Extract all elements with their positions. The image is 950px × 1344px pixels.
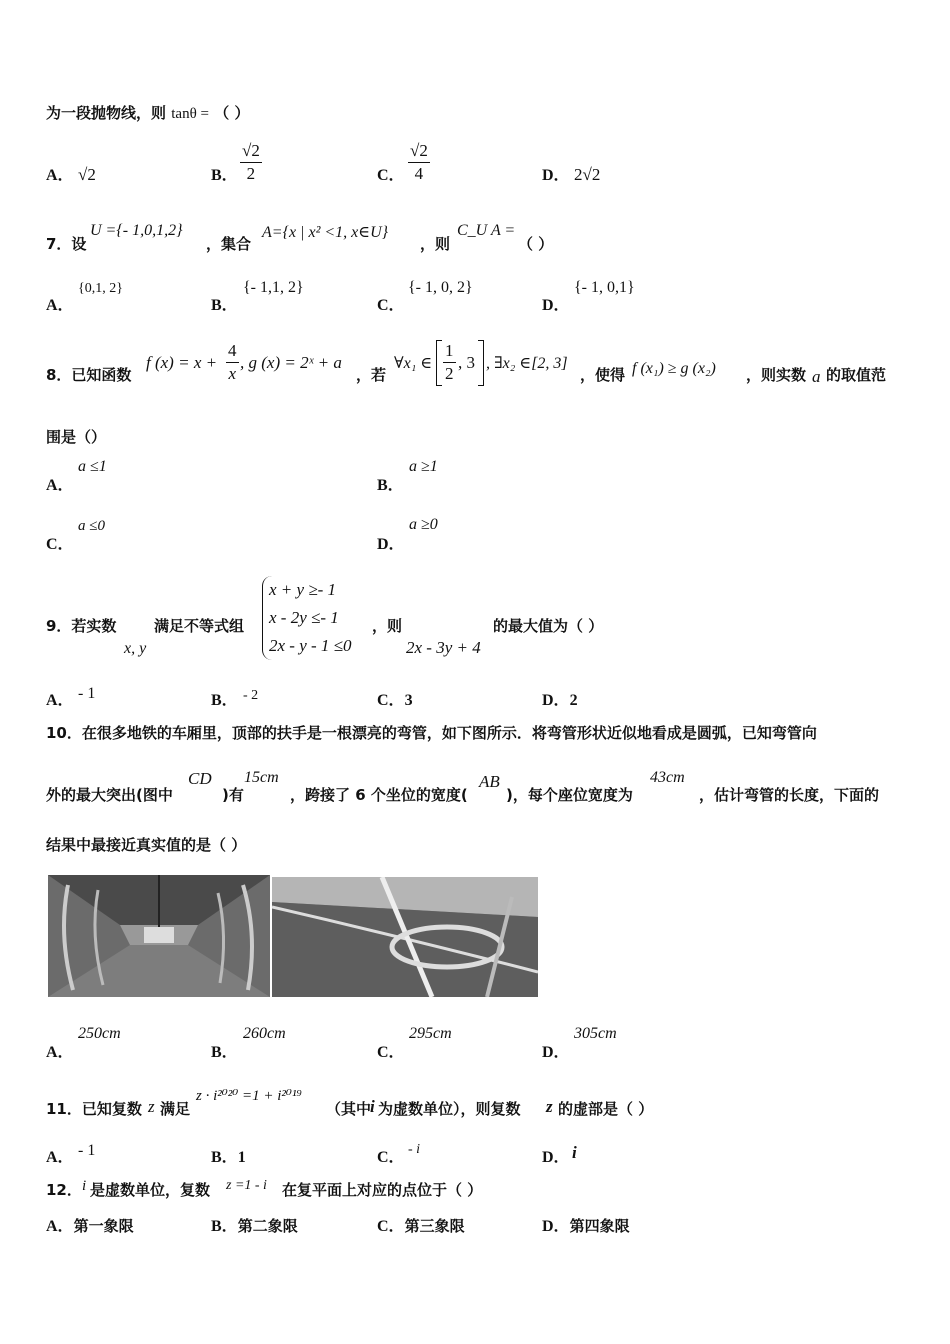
- q8-var-a: a: [812, 367, 821, 386]
- q10-option-a-label: A．: [46, 1044, 74, 1061]
- q8-option-c-value: a ≤0: [78, 518, 105, 534]
- q8-option-a-value: a ≤1: [78, 458, 107, 475]
- q9-ineq-3: 2x - y - 1 ≤0: [269, 636, 352, 655]
- q12-option-b: [211, 1213, 298, 1236]
- q8-func-g: , g (x) = 2ˣ + a: [240, 353, 342, 372]
- q8-real: ，则实数: [746, 366, 807, 384]
- q8-if: ，若: [356, 366, 387, 384]
- q8-int-num: 1: [443, 340, 456, 363]
- q6-option-c-den: 4: [414, 164, 424, 183]
- q12-option-a: [46, 1213, 134, 1236]
- subway-handrail-photo-left: [48, 875, 270, 997]
- q12-equation: z =1 - i: [226, 1178, 267, 1193]
- q9-objective: 2x - 3y + 4: [406, 638, 481, 657]
- q10-option-d-label: D．: [542, 1044, 570, 1061]
- q6-option-b-label: B．: [211, 167, 238, 184]
- q12-option-d-value: 第四象限: [569, 1217, 630, 1235]
- q6-option-c-label: C．: [377, 167, 405, 184]
- q9-option-c-label: C．: [377, 692, 405, 709]
- q10-l2c: ，跨接了 6 个坐位的宽度(: [290, 786, 468, 804]
- q10-l2b: )有: [222, 786, 244, 804]
- q7-option-a-label: A．: [46, 297, 74, 314]
- q6-option-a-value: [78, 165, 96, 185]
- q11-option-a-value: - 1: [78, 1142, 96, 1159]
- q8-cond-forall: ∀x₁ ∈: [394, 355, 433, 372]
- q10-v15: [244, 769, 279, 787]
- q11-option-d-value: i: [572, 1143, 577, 1162]
- q7-number: 7．设: [46, 235, 87, 253]
- q11-i: i: [370, 1097, 375, 1116]
- q10-l2e: ，估计弯管的长度，下面的: [699, 786, 880, 804]
- q11-option-b-label: B．: [211, 1149, 238, 1166]
- q8-option-d-value: a ≥0: [409, 516, 438, 533]
- q7-option-b-label: B．: [211, 297, 238, 314]
- q12-number: 12．: [46, 1181, 82, 1199]
- q6-stem: [46, 102, 249, 123]
- q6-option-c-fraction: [408, 140, 430, 185]
- q10-l2d: )，每个座位宽度为: [506, 786, 633, 804]
- q8-int-end: , 3: [458, 353, 475, 372]
- q10-line3: 结果中最接近真实值的是（ ）: [46, 836, 247, 854]
- q10-v15-text: 15cm: [244, 769, 279, 786]
- q8-frac-den: x: [228, 364, 237, 383]
- q10-option-a-value: 250cm: [78, 1025, 121, 1042]
- q8-cond-exists: , ∃x₂ ∈[2, 3]: [486, 355, 568, 372]
- q12-option-d: [542, 1213, 630, 1236]
- q10-option-d-value: 305cm: [574, 1025, 617, 1042]
- q6-option-b-fraction: [240, 140, 262, 185]
- q12-i: i: [82, 1178, 87, 1194]
- q11-satisfy: 满足: [160, 1100, 191, 1118]
- q7-set-a: A={x | x² <1, x∈U}: [262, 224, 389, 241]
- q9-vars: x, y: [124, 640, 147, 657]
- subway-car-photo-right: [272, 877, 538, 997]
- q12-tail: 在复平面上对应的点位于（ ）: [282, 1181, 483, 1199]
- q12-option-c: [377, 1213, 465, 1236]
- q8-right-bracket: [478, 340, 484, 386]
- q6-option-b-num: √2: [240, 140, 262, 163]
- q6-paren: （ ）: [214, 104, 250, 122]
- q8-func-f: f (x) = x +: [146, 353, 218, 372]
- q10-ab: AB: [479, 772, 500, 791]
- q9-ineq-2: x - 2y ≤- 1: [269, 608, 339, 627]
- q12-option-b-value: 第二象限: [237, 1217, 298, 1235]
- q6-option-d-value: 2√2: [574, 165, 601, 184]
- q9-option-c: [377, 687, 413, 710]
- q8-range: 的取值范: [826, 366, 887, 384]
- q10-option-c-value: 295cm: [409, 1025, 452, 1042]
- q7-option-d-value: {- 1, 0,1}: [574, 279, 635, 296]
- q9-option-d-label: D．: [542, 692, 570, 709]
- q7-option-c-label: C．: [377, 297, 405, 314]
- q11-equation: z · i²⁰²⁰ =1 + i²⁰¹⁹: [196, 1088, 302, 1104]
- q11-option-d-label: D．: [542, 1149, 570, 1166]
- q7-option-b-value: {- 1,1, 2}: [243, 279, 304, 296]
- q12-option-c-label: C．: [377, 1218, 405, 1235]
- q9-option-d-value: 2: [569, 692, 578, 709]
- q10-option-c-label: C．: [377, 1044, 405, 1061]
- q10-l2a: 外的最大突出(图中: [46, 786, 173, 804]
- q10-v43: 43cm: [650, 769, 685, 786]
- q12-option-b-label: B．: [211, 1218, 238, 1235]
- q8-inequality: f (x₁) ≥ g (x₂): [632, 360, 716, 377]
- q10-line1: 10．在很多地铁的车厢里，顶部的扶手是一根漂亮的弯管，如下图所示．将弯管形状近似地看成是圆弧，已知弯管向: [46, 724, 817, 742]
- q11-option-c-value: - i: [408, 1142, 421, 1157]
- q7-paren: （ ）: [518, 235, 554, 253]
- q9-option-a-value: - 1: [78, 685, 96, 702]
- q11-option-a-label: A．: [46, 1149, 74, 1166]
- q11-tail: 的虚部是（ ）: [558, 1100, 654, 1118]
- q7-set-u: U ={- 1,0,1,2}: [90, 222, 183, 239]
- q10-cd: CD: [188, 769, 212, 788]
- q8-option-b-value: a ≥1: [409, 458, 438, 475]
- subway-car-photo-left: [48, 875, 270, 997]
- q8-option-a-label: A．: [46, 477, 74, 494]
- q8-option-d-label: D．: [377, 536, 405, 553]
- subway-handrail-photo-right: [272, 877, 538, 997]
- q9-option-d: [542, 687, 578, 710]
- q11-option-b-value: 1: [237, 1149, 246, 1166]
- q6-option-c-num: √2: [408, 140, 430, 163]
- q12-mid: 是虚数单位，复数: [90, 1181, 211, 1199]
- q7-set-label: ，集合: [206, 235, 252, 253]
- q7-then: ，则: [420, 235, 451, 253]
- q7-option-a-value: {0,1, 2}: [78, 281, 123, 296]
- q10-option-b-value: 260cm: [243, 1025, 286, 1042]
- q11-number: 11．已知复数: [46, 1100, 142, 1118]
- q8-left-bracket: [436, 340, 442, 386]
- q7-option-c-value: {- 1, 0, 2}: [408, 279, 473, 296]
- q8-interval-fraction: [443, 340, 456, 385]
- q8-fraction: [226, 340, 239, 385]
- q9-system-label: 满足不等式组: [154, 617, 245, 635]
- q9-inequality-system: [262, 576, 352, 660]
- q12-option-a-value: 第一象限: [73, 1217, 134, 1235]
- q8-option-c-label: C．: [46, 536, 74, 553]
- q9-option-b-value: - 2: [243, 688, 259, 703]
- q9-tail: 的最大值为（ ）: [493, 617, 604, 635]
- q6-option-a-label: A．: [46, 167, 74, 184]
- q6-text: 为一段抛物线，则: [46, 104, 167, 122]
- q11-z: z: [148, 1097, 155, 1116]
- q6-expr: tanθ =: [171, 106, 209, 122]
- q11-option-c-label: C．: [377, 1149, 405, 1166]
- q11-z2: z: [546, 1097, 553, 1116]
- q12-option-d-label: D．: [542, 1218, 570, 1235]
- q8-number: 8．已知函数: [46, 366, 132, 384]
- q7-option-d-label: D．: [542, 297, 570, 314]
- q6-option-a-text: √2: [78, 165, 96, 184]
- q8-frac-num: 4: [226, 340, 239, 363]
- q9-option-b-label: B．: [211, 692, 238, 709]
- q8-line2: 围是（）: [46, 428, 107, 446]
- q8-option-b-label: B．: [377, 477, 404, 494]
- q10-option-b-label: B．: [211, 1044, 238, 1061]
- q11-mid: 为虚数单位），则复数: [378, 1100, 521, 1118]
- q9-then: ，则: [372, 617, 403, 635]
- q6-option-d-label: D．: [542, 167, 570, 184]
- q6-option-b-den: 2: [246, 164, 256, 183]
- q8-int-den: 2: [445, 364, 454, 383]
- q12-option-c-value: 第三象限: [404, 1217, 465, 1235]
- q9-number: 9．若实数: [46, 617, 117, 635]
- q9-ineq-1: x + y ≥- 1: [269, 580, 337, 599]
- q11-option-b: [211, 1144, 246, 1167]
- q9-option-a-label: A．: [46, 692, 74, 709]
- q7-complement: C_U A =: [457, 222, 516, 239]
- q8-such-that: ，使得: [580, 366, 626, 384]
- q9-option-c-value: 3: [404, 692, 413, 709]
- q11-paren: （其中: [326, 1100, 372, 1118]
- q12-option-a-label: A．: [46, 1218, 74, 1235]
